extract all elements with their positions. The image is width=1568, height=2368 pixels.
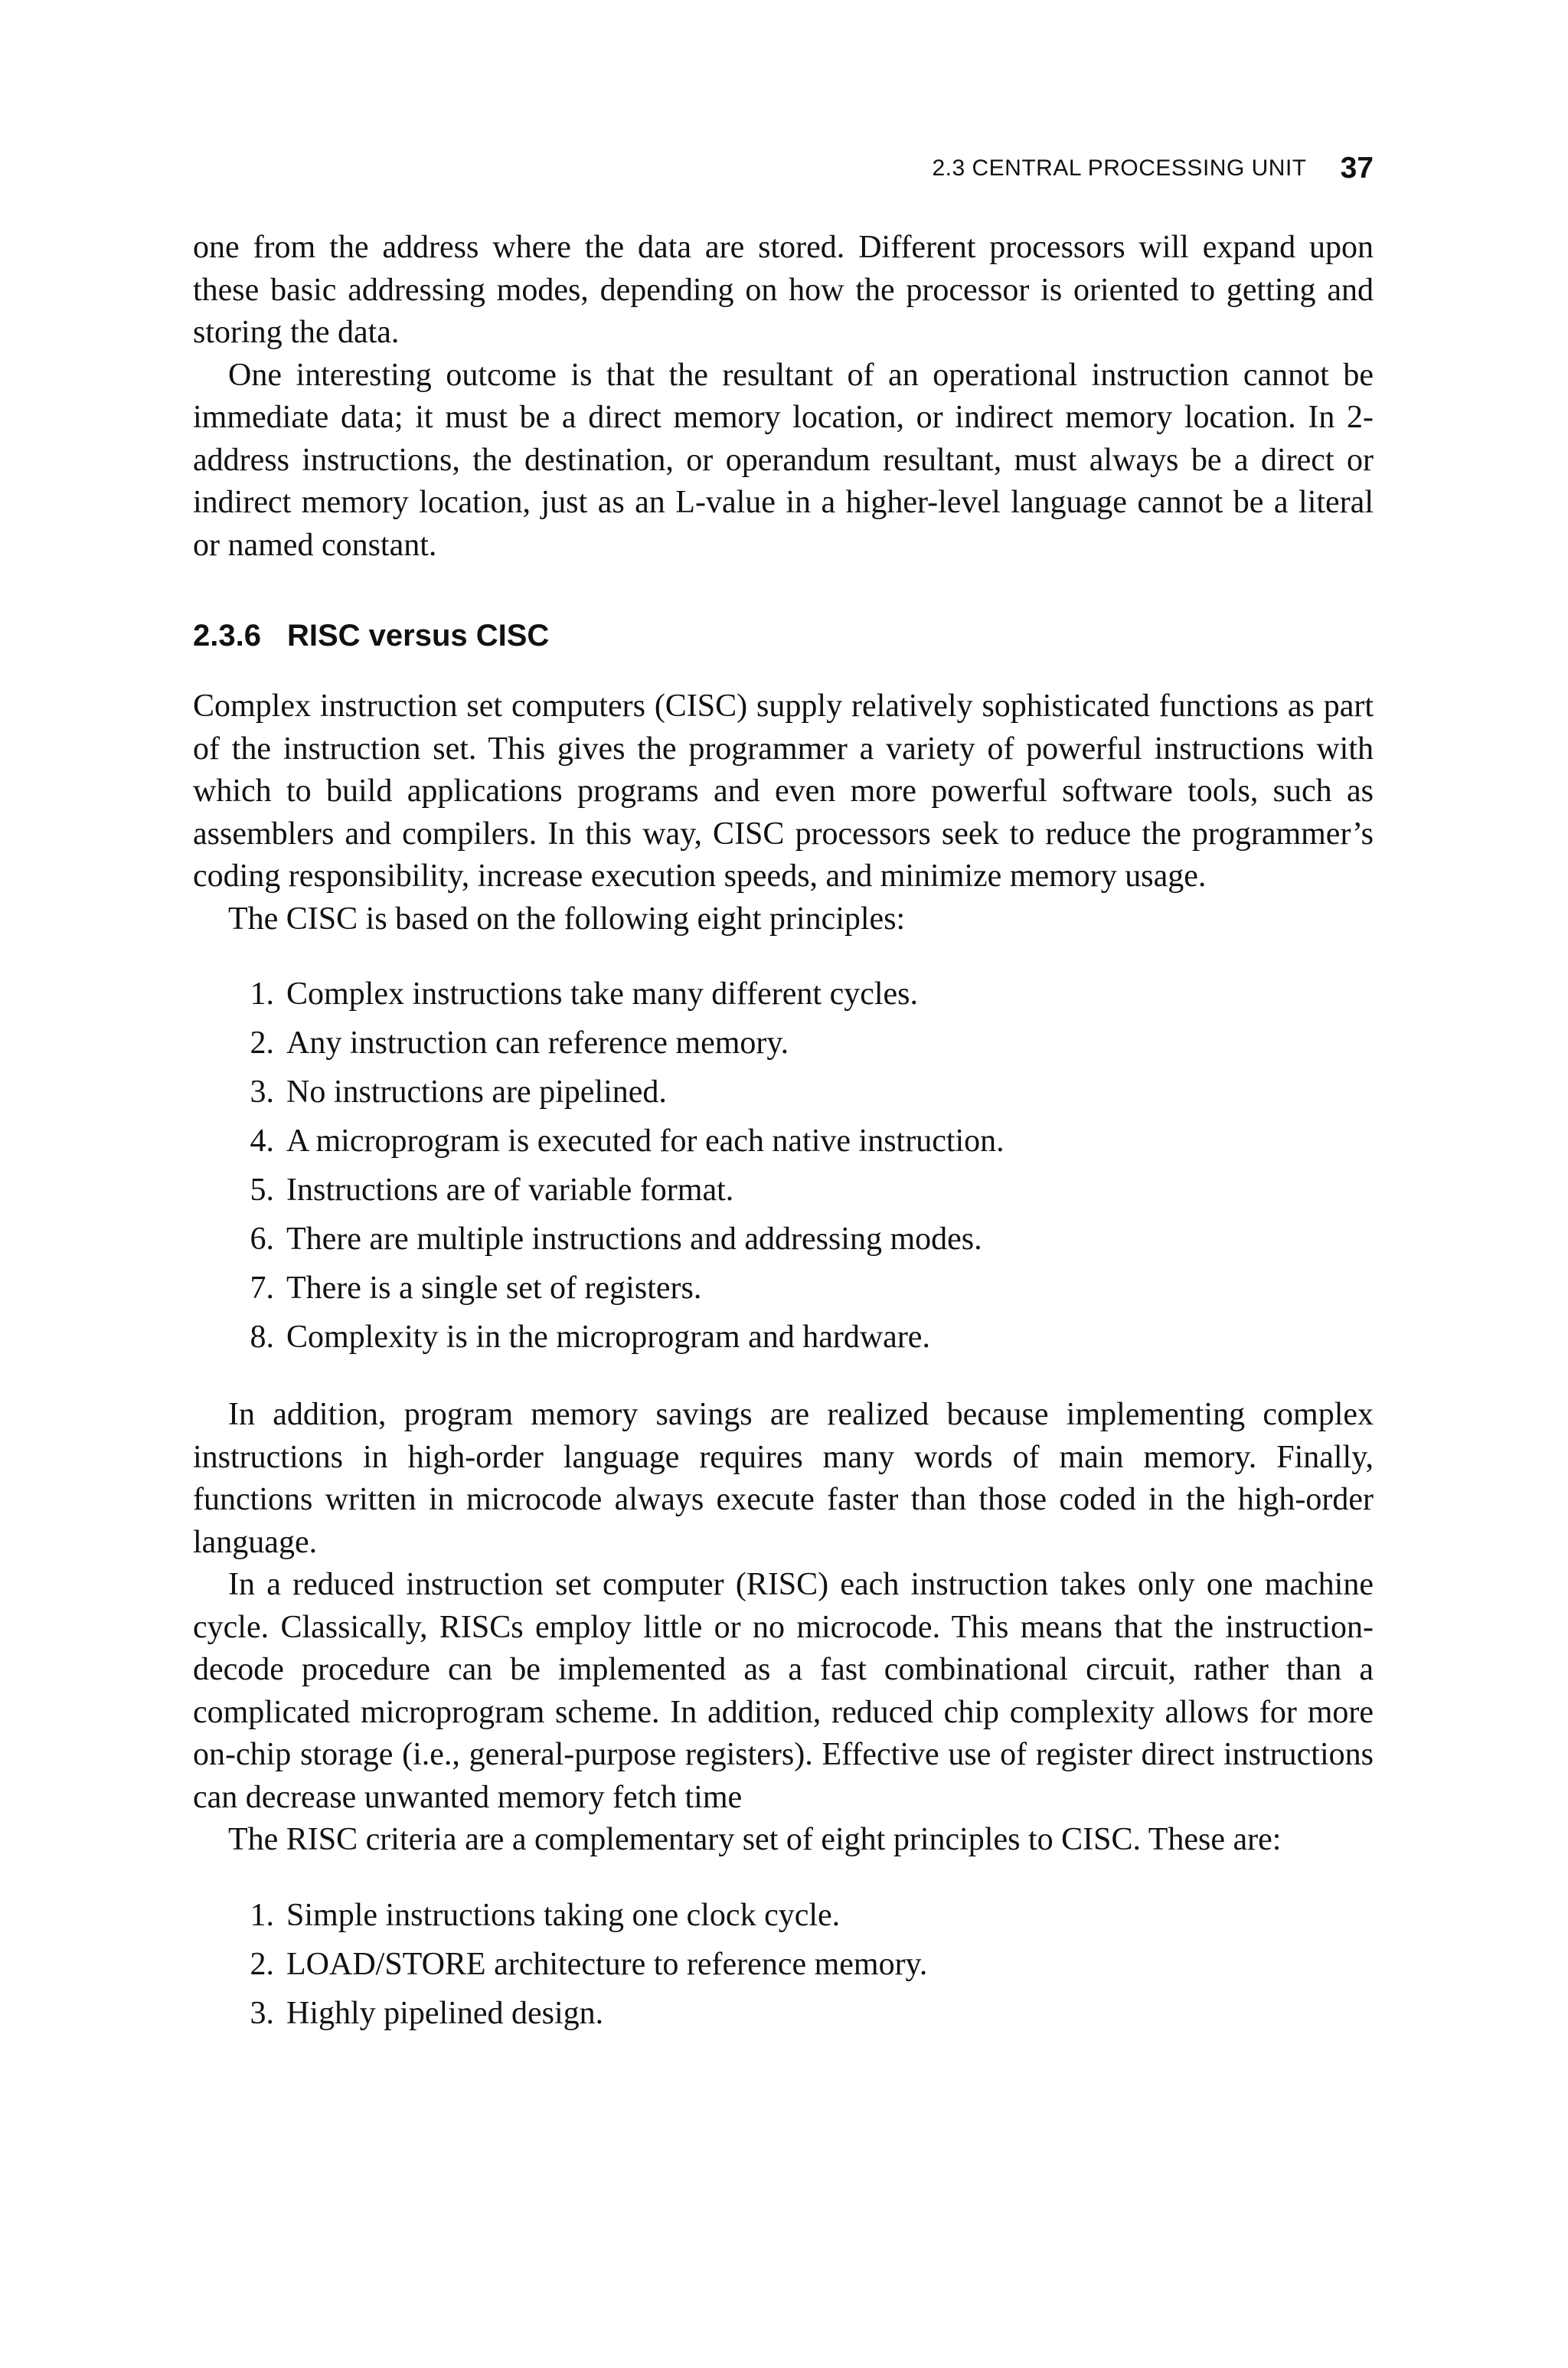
list-item-text: LOAD/STORE architecture to reference memory.: [286, 1946, 928, 1982]
list-item-number: 3.: [250, 1074, 274, 1110]
cisc-principles-list: [193, 970, 1374, 1362]
risc-principles-list: [193, 1891, 1374, 2038]
list-item-number: 8.: [250, 1320, 274, 1355]
list-item-number: 6.: [250, 1222, 274, 1257]
paragraph: The CISC is based on the following eight principles:: [228, 901, 906, 937]
list-item: [193, 1313, 1374, 1362]
paragraph: Complex instruction set computers (CISC) supply relatively sophisticated functions as part of the instruction set. This gives the programmer a variety of powerful instructions with which to build applications programs and even more powerful software tools, such as assemblers and compilers. In this way, CISC processors seek to reduce the programmer’s coding responsibility, increase execution speeds, and minimize memory usage.: [193, 688, 1374, 894]
list-item-number: 2.: [250, 1025, 274, 1061]
list-item: [193, 1215, 1374, 1264]
list-item-text: A microprogram is executed for each native instruction.: [286, 1123, 1004, 1159]
list-item: [193, 1940, 1374, 1989]
running-head: [193, 146, 1374, 191]
list-item-text: Complex instructions take many different cycles.: [286, 976, 919, 1012]
list-item-text: Instructions are of variable format.: [286, 1173, 734, 1208]
running-head-section: 2.3 CENTRAL PROCESSING UNIT: [932, 155, 1307, 181]
list-item-number: 1.: [250, 1897, 274, 1933]
list-item: [193, 1166, 1374, 1215]
list-item: [193, 1019, 1374, 1068]
section-number: 2.3.6: [193, 619, 261, 653]
list-item-number: 5.: [250, 1173, 274, 1208]
list-item-text: Highly pipelined design.: [286, 1995, 604, 2031]
list-item: [193, 1891, 1374, 1940]
list-item: [193, 1117, 1374, 1166]
list-item-text: There is a single set of registers.: [286, 1271, 702, 1306]
list-item-number: 2.: [250, 1946, 274, 1982]
list-item-number: 4.: [250, 1123, 274, 1159]
page-number: 37: [1340, 152, 1374, 185]
list-item-number: 3.: [250, 1995, 274, 2031]
list-item-number: 7.: [250, 1271, 274, 1306]
paragraph: In a reduced instruction set computer (RISC) each instruction takes only one machine cycle. Classically, RISCs employ little or no microcode. This means that the instruction-decode procedure can be implemented as a fast combinational circuit, rather than a complicated microprogram scheme. In addition, reduced chip complexity allows for more on-chip storage (i.e., general-purpose registers). Effective use of register direct instructions can decrease unwanted memory fetch time: [193, 1567, 1374, 1815]
section-heading: [193, 619, 1374, 653]
list-item-number: 1.: [250, 976, 274, 1012]
paragraph: The RISC criteria are a complementary set of eight principles to CISC. These are:: [228, 1822, 1282, 1857]
list-item-text: Any instruction can reference memory.: [286, 1025, 789, 1061]
list-item: [193, 1068, 1374, 1117]
list-item-text: There are multiple instructions and addressing modes.: [286, 1222, 982, 1257]
paragraph: One interesting outcome is that the resultant of an operational instruction cannot be immediate data; it must be a direct memory location, or indirect memory location. In 2-address instructions, the destination, or operandum resultant, must always be a direct or indirect memory location, just as an L-value in a higher-level language cannot be a literal or named constant.: [193, 357, 1374, 563]
list-item: [193, 970, 1374, 1019]
list-item: [193, 1989, 1374, 2038]
list-item-text: No instructions are pipelined.: [286, 1074, 667, 1110]
paragraph: In addition, program memory savings are realized because implementing complex instructions in high-order language requires many words of main memory. Finally, functions written in microcode always execute faster than those coded in the high-order language.: [193, 1397, 1374, 1560]
paragraph: one from the address where the data are stored. Different processors will expand upon these basic addressing modes, depending on how the processor is oriented to getting and storing the data.: [193, 230, 1374, 350]
list-item: [193, 1264, 1374, 1313]
list-item-text: Complexity is in the microprogram and hardware.: [286, 1320, 930, 1355]
section-title: RISC versus CISC: [286, 619, 550, 653]
book-page: [193, 146, 1374, 2070]
list-item-text: Simple instructions taking one clock cycle.: [286, 1897, 841, 1933]
